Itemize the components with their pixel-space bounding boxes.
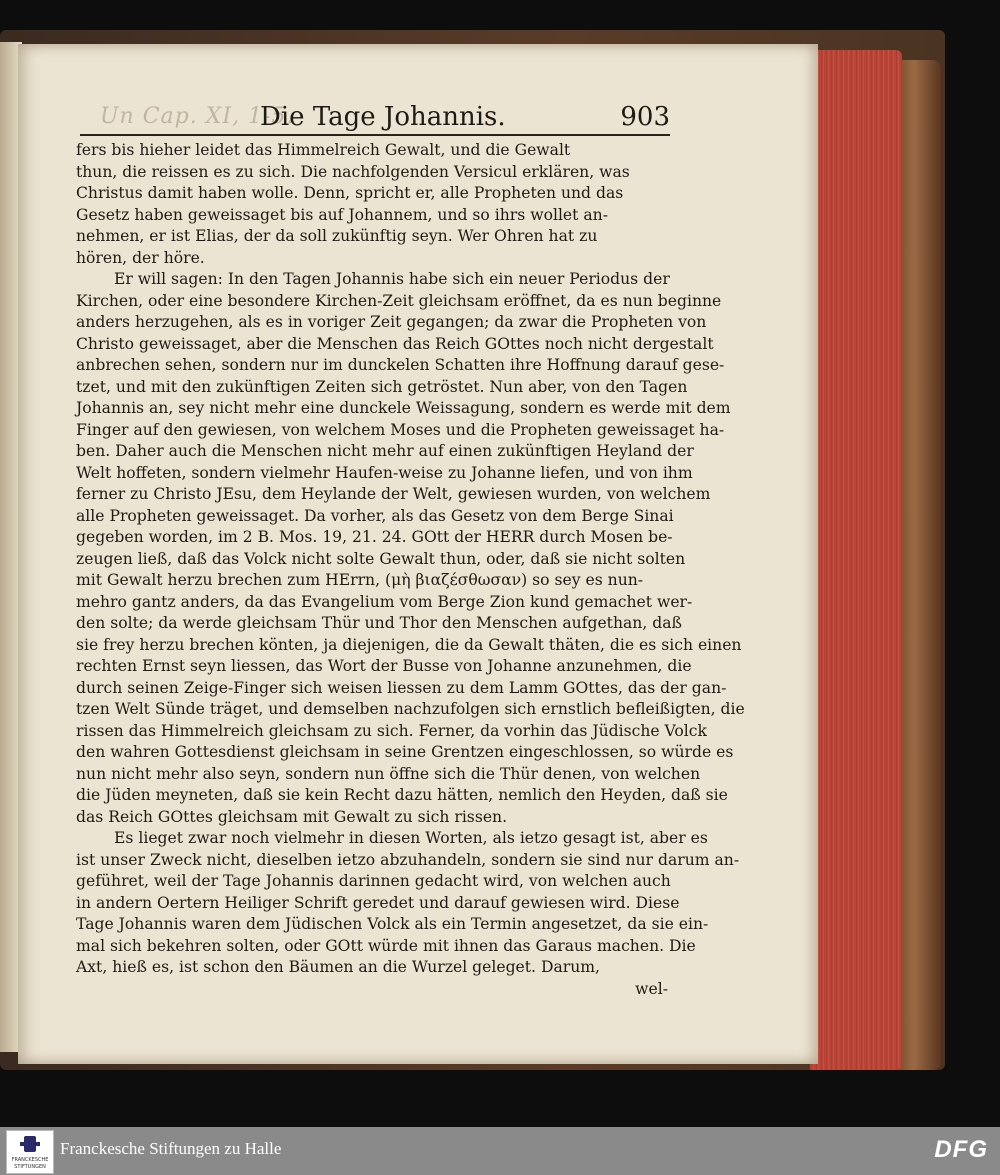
text-line: zeugen ließ, daß das Volck nicht solte Gewalt thun, oder, daß sie nicht solten [76, 549, 686, 568]
text-line: geführet, weil der Tage Johannis darinnen gedacht wird, von welchen auch [76, 872, 671, 890]
text-line: alle Propheten geweissaget. Da vorher, als das Gesetz von dem Berge Sinai [76, 506, 674, 525]
dfg-logo[interactable]: DFG [934, 1136, 988, 1163]
text-line: Johannis an, sey nicht mehr eine dunckele Weissagung, sondern es werde mit dem [76, 399, 731, 417]
text-line: fers bis hieher leidet das Himmelreich Gewalt, und die Gewalt [76, 141, 571, 159]
page-number: 903 [620, 102, 670, 132]
text-line: Welt hoffeten, sondern vielmehr Haufen-weise zu Johanne liefen, und von ihm [76, 463, 693, 482]
page-text [76, 140, 745, 1000]
running-head: Die Tage Johannis. [260, 102, 506, 132]
text-line: Kirchen, oder eine besondere Kirchen-Zeit gleichsam eröffnet, da es nun beginne [76, 291, 722, 310]
text-line: Christo geweissaget, aber die Menschen das Reich GOttes noch nicht dergestalt [76, 334, 714, 353]
text-line: sie frey herzu brechen könten, ja diejenigen, die da Gewalt thäten, die es sich einen [76, 635, 742, 654]
text-line: rechten Ernst seyn liessen, das Wort der Busse von Johanne anzunehmen, die [76, 657, 692, 675]
logo-mark-icon [24, 1136, 36, 1152]
text-line: anbrechen sehen, sondern nur im dunckelen Schatten ihre Hoffnung darauf gese- [76, 356, 725, 374]
text-line: den solte; da werde gleichsam Thür und Thor den Menschen aufgethan, daß [76, 614, 682, 632]
text-line: Finger auf den gewiesen, von welchem Moses und die Propheten geweissaget ha- [76, 420, 725, 439]
text-line: Christus damit haben wolle. Denn, spricht er, alle Propheten und das [76, 184, 624, 202]
text-line: die Jüden meyneten, daß sie kein Recht dazu hätten, nemlich den Heyden, daß sie [76, 786, 728, 804]
page-header [80, 104, 670, 134]
text-line: durch seinen Zeige-Finger sich weisen liessen zu dem Lamm GOttes, das der gan- [76, 678, 727, 697]
footer-title[interactable]: Franckesche Stiftungen zu Halle [60, 1139, 282, 1158]
text-line: mit Gewalt herzu brechen zum HErrn, (μὴ βιαζέσθωσαν) so sey es nun- [76, 571, 644, 589]
catchword: wel- [635, 979, 668, 998]
text-line: tzen Welt Sünde träget, und demselben nachzufolgen sich ernstlich befleißigten, die [76, 700, 745, 718]
text-line: Axt, hieß es, ist schon den Bäumen an die Wurzel geleget. Darum, [76, 958, 601, 976]
text-line: gegeben worden, im 2 B. Mos. 19, 21. 24. GOtt der HERR durch Mosen be- [76, 528, 673, 546]
text-line: thun, die reissen es zu sich. Die nachfolgenden Versicul erklären, was [76, 162, 630, 181]
text-line: mal sich bekehren solten, oder GOtt würde mit ihnen das Garaus machen. Die [76, 936, 696, 955]
page-fore-edge [810, 50, 902, 1070]
footer-bar [0, 1127, 1000, 1175]
text-line: nun nicht mehr also seyn, sondern nun öffne sich die Thür denen, von welchen [76, 764, 701, 783]
text-line: rissen das Himmelreich gleichsam zu sich. Ferner, da vorhin das Jüdische Volck [76, 721, 707, 740]
text-line: Es lieget zwar noch vielmehr in diesen Worten, als ietzo gesagt ist, aber es [114, 829, 708, 847]
text-line: nehmen, er ist Elias, der da soll zukünftig seyn. Wer Ohren hat zu [76, 227, 598, 245]
text-line: ist unser Zweck nicht, dieselben ietzo abzuhandeln, sondern sie sind nur darum an- [76, 850, 740, 869]
header-bleedthrough: Un Cap. XI, 1-5. [100, 104, 295, 129]
text-line: das Reich GOttes gleichsam mit Gewalt zu sich rissen. [76, 807, 508, 826]
text-line: in andern Oertern Heiliger Schrift geredet und darauf gewiesen wird. Diese [76, 893, 680, 912]
text-line: anders herzugehen, als es in voriger Zeit gegangen; da zwar die Propheten von [76, 313, 707, 331]
logo-text-1: FRANCKESCHE [11, 1157, 49, 1163]
text-line: Gesetz haben geweissaget bis auf Johannem, und so ihrs wollet an- [76, 205, 608, 224]
header-rule [80, 134, 670, 136]
text-line: ben. Daher auch die Menschen nicht mehr auf einen zukünftigen Heyland der [76, 442, 694, 460]
text-line: Tage Johannis waren dem Jüdischen Volck als ein Termin angesetzet, da sie ein- [76, 915, 709, 933]
text-line: Er will sagen: In den Tagen Johannis habe sich ein neuer Periodus der [114, 270, 670, 288]
text-line: ferner zu Christo JEsu, dem Heylande der Welt, gewiesen wurden, von welchem [76, 485, 711, 503]
institution-logo[interactable] [6, 1130, 54, 1174]
text-line: mehro gantz anders, da das Evangelium vom Berge Zion kund gemachet wer- [76, 592, 693, 611]
text-line: hören, der höre. [76, 248, 205, 267]
book-spine-edge [896, 60, 941, 1070]
logo-text-2: STIFTUNGEN [14, 1164, 46, 1170]
text-line: tzet, und mit den zukünftigen Zeiten sich getröstet. Nun aber, von den Tagen [76, 377, 688, 396]
text-line: den wahren Gottesdienst gleichsam in seine Grentzen eingeschlossen, so würde es [76, 743, 734, 761]
